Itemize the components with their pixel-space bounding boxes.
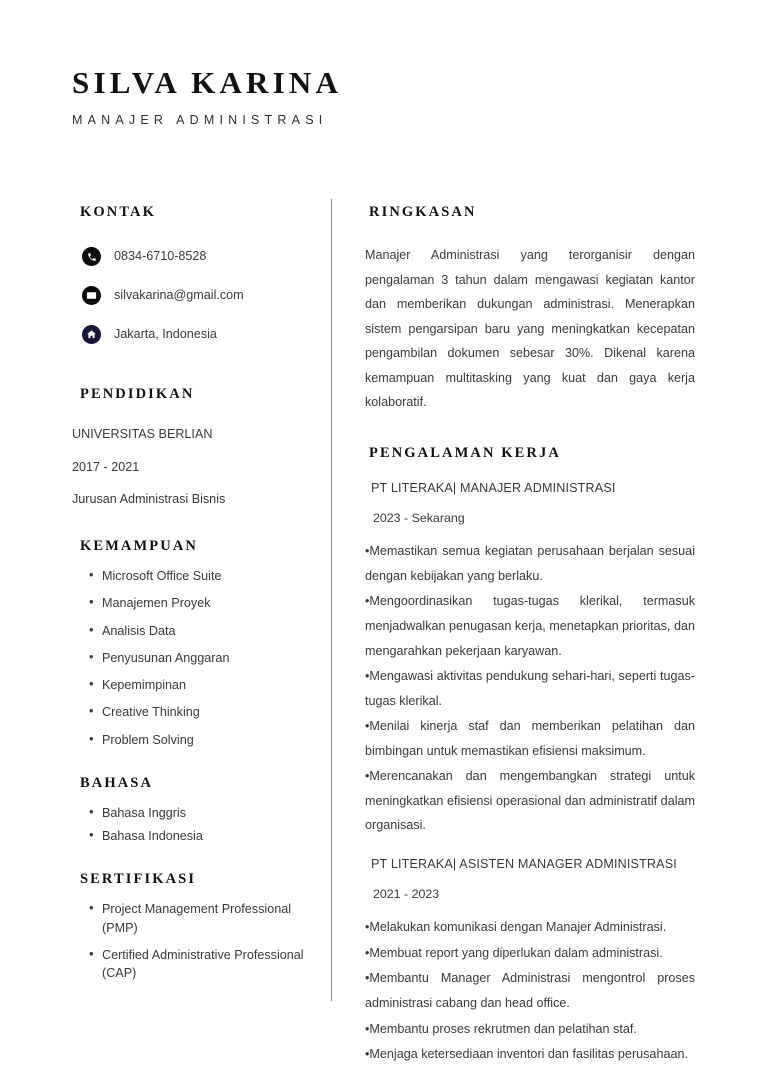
experience-entry <box>365 856 695 1067</box>
job-bullets <box>365 539 695 838</box>
home-icon <box>82 325 101 344</box>
list-item: •Mengawasi aktivitas pendukung sehari-hari, seperti tugas-tugas klerikal. <box>365 669 695 708</box>
list-item: • Certified Administrative Professional (CAP) <box>102 946 317 983</box>
list-item: • Project Management Professional (PMP) <box>102 900 317 937</box>
contact-item-phone[interactable] <box>72 247 317 266</box>
skills-list <box>72 567 317 749</box>
job-dates: 2021 - 2023 <box>373 887 440 902</box>
page-title: SILVA KARINA <box>72 65 343 100</box>
section-sertifikasi <box>72 871 317 982</box>
section-bahasa <box>72 775 317 846</box>
list-item: • Microsoft Office Suite <box>102 567 317 585</box>
section-pendidikan <box>72 386 317 508</box>
list-item: •Membantu proses rekrutmen dan pelatihan staf. <box>365 1021 637 1036</box>
list-item: •Merencanakan dan mengembangkan strategi untuk meningkatkan efisiensi operasional dan administratif dalam organisasi. <box>365 769 695 833</box>
certifications-list <box>72 900 317 982</box>
list-item: • Analisis Data <box>102 622 317 640</box>
contact-item-location[interactable] <box>72 325 317 344</box>
section-heading-kemampuan: KEMAMPUAN <box>80 538 198 555</box>
contact-list <box>72 247 317 344</box>
list-item: • Kepemimpinan <box>102 676 317 694</box>
list-item: • Bahasa Inggris <box>102 804 317 822</box>
section-heading-ringkasan: RINGKASAN <box>369 204 477 220</box>
summary-text: Manajer Administrasi yang terorganisir dengan pengalaman 3 tahun dalam mengawasi kegiatan kantor dan memberikan dukungan administrasi. Menerapkan sistem pengarsipan baru yang meningkatkan kecepatan pengambilan dokumen sebesar 30%. Dikenal karena kemampuan multitasking yang kuat dan gaya kerja kolaboratif. <box>365 248 695 410</box>
education-dates: 2017 - 2021 <box>72 459 140 474</box>
job-title: PT LITERAKA| ASISTEN MANAGER ADMINISTRASI <box>371 856 677 871</box>
list-item: • Problem Solving <box>102 731 317 749</box>
contact-phone-value: 0834-6710-8528 <box>114 248 207 263</box>
list-item: •Membantu Manager Administrasi mengontrol proses administrasi cabang dan head office. <box>365 971 695 1010</box>
column-divider <box>331 199 332 1001</box>
list-item: •Menjaga ketersediaan inventori dan fasilitas perusahaan. <box>365 1047 688 1062</box>
right-column <box>365 204 695 1068</box>
phone-icon <box>82 247 101 266</box>
section-heading-bahasa: BAHASA <box>80 774 154 791</box>
section-heading-pendidikan: PENDIDIKAN <box>80 386 195 402</box>
section-heading-kontak: KONTAK <box>80 204 156 220</box>
languages-list <box>72 804 317 846</box>
section-heading-sertifikasi: SERTIFIKASI <box>80 871 197 888</box>
list-item: •Menilai kinerja staf dan memberikan pelatihan dan bimbingan untuk memastikan efisiensi maksimum. <box>365 719 695 758</box>
header-job-subtitle: MANAJER ADMINISTRASI <box>72 113 328 128</box>
job-bullets <box>365 915 695 1066</box>
contact-location-value: Jakarta, Indonesia <box>114 326 217 341</box>
list-item: • Penyusunan Anggaran <box>102 649 317 667</box>
left-column <box>72 204 317 991</box>
job-title: PT LITERAKA| MANAJER ADMINISTRASI <box>371 480 616 495</box>
contact-item-email[interactable] <box>72 286 317 305</box>
contact-email-value: silvakarina@gmail.com <box>114 287 244 302</box>
section-pengalaman-kerja <box>365 445 695 1067</box>
list-item: •Memastikan semua kegiatan perusahaan berjalan sesuai dengan kebijakan yang berlaku. <box>365 544 695 583</box>
list-item: •Melakukan komunikasi dengan Manajer Administrasi. <box>365 920 667 935</box>
section-ringkasan <box>365 204 695 415</box>
section-kemampuan <box>72 538 317 749</box>
experience-entry <box>365 480 695 838</box>
list-item: •Membuat report yang diperlukan dalam administrasi. <box>365 945 663 960</box>
resume-header <box>72 66 692 127</box>
education-major: Jurusan Administrasi Bisnis <box>72 492 226 507</box>
list-item: • Bahasa Indonesia <box>102 827 317 845</box>
section-heading-pengalaman: PENGALAMAN KERJA <box>369 444 561 461</box>
list-item: •Mengoordinasikan tugas-tugas klerikal, termasuk menjadwalkan penugasan kerja, menetapkan prioritas, dan mengarahkan pekerjaan karyawan. <box>365 594 695 658</box>
education-block <box>72 427 317 508</box>
list-item: • Manajemen Proyek <box>102 594 317 612</box>
list-item: • Creative Thinking <box>102 703 317 721</box>
section-kontak <box>72 204 317 344</box>
job-dates: 2023 - Sekarang <box>373 511 465 526</box>
envelope-icon <box>82 286 101 305</box>
education-institution: UNIVERSITAS BERLIAN <box>72 427 213 441</box>
